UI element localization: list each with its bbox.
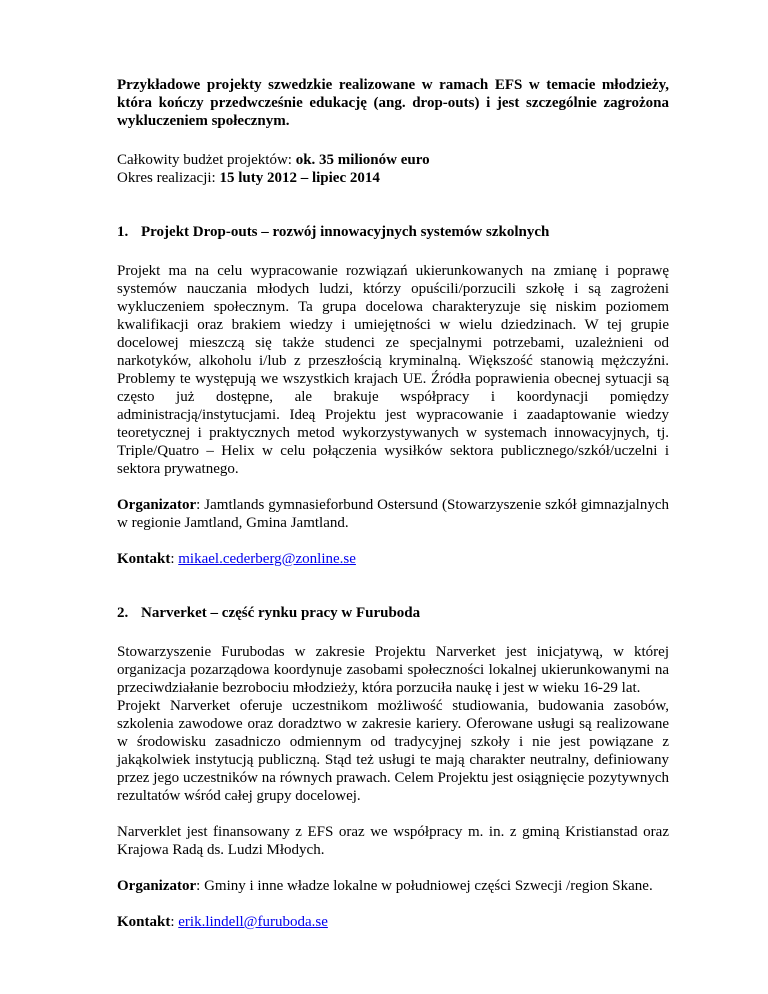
contact-separator: : bbox=[170, 914, 179, 930]
section-1-paragraph: Projekt ma na celu wypracowanie rozwiązań ukierunkowanych na zmianę i poprawę systemów nauczania młodych ludzi, którzy opuścili/porzucili szkołę i są zagrożeni wykluczeniem społecznym. Ta grupa docelowa charakteryzuje się niskim poziomem kwalifikacji oraz brakiem wiedzy i umiejętności w wielu dziedzinach. W tej grupie docelowej mieszczą się także studenci ze specjalnymi potrzebami, uzależnieni od narkotyków, alkoholu i/lub z przeszłością kryminalną. Większość stanowią mężczyźni. Problemy te występują we wszystkich krajach UE. Źródła poprawienia obecnej sytuacji są często już dostępne, ale brakuje współpracy i koordynacji pomiędzy administracją/instytucjami. Ideą Projektu jest wypracowanie i zaadaptowanie wiedzy teoretycznej i praktycznych metod wykorzystywanych w systemach innowacyjnych, tj. Triple/Quatro – Helix w celu połączenia wysiłków sektora publicznego/szkół/uczelni i sektora prywatnego. bbox=[117, 263, 669, 477]
contact-email-link[interactable]: erik.lindell@furuboda.se bbox=[178, 914, 328, 930]
project-meta bbox=[117, 151, 669, 187]
section-2-organizer bbox=[117, 877, 669, 895]
period-line bbox=[117, 169, 669, 187]
section-2-heading bbox=[117, 604, 669, 622]
section-2-paragraph-b: Projekt Narverket oferuje uczestnikom możliwość studiowania, budowania zasobów, szkolenia zawodowe oraz doradztwo w zakresie kariery. Oferowane usługi są realizowane w środowisku zasadniczo odmiennym od tradycyjnej szkoły i nie jest powiązane z jakąkolwiek instytucją publiczną. Stąd też usługi te mają charakter neutralny, definiowany przez jego uczestników na równych prawach. Celem Projektu jest osiągnięcie pozytywnych rezultatów wśród całej grupy docelowej. bbox=[117, 698, 669, 804]
section-2-contact bbox=[117, 913, 669, 931]
contact-email-link[interactable]: mikael.cederberg@zonline.se bbox=[178, 551, 356, 567]
contact-separator: : bbox=[170, 551, 179, 567]
document-title: Przykładowe projekty szwedzkie realizowane w ramach EFS w temacie młodzieży, która kończy przedwcześnie edukację (ang. drop-outs) i jest szczególnie zagrożona wykluczeniem społecznym. bbox=[117, 77, 669, 129]
organizer-label: Organizator bbox=[117, 497, 197, 513]
section-2-number: 2. bbox=[117, 605, 129, 621]
contact-label: Kontakt bbox=[117, 551, 171, 567]
section-2-paragraph-a: Stowarzyszenie Furubodas w zakresie Projektu Narverket jest inicjatywą, w której organizacja pozarządowa koordynuje zasobami społeczności lokalnej ukierunkowanymi na przeciwdziałanie bezrobociu młodzieży, która porzuciła naukę i jest w wieku 16-29 lat. bbox=[117, 644, 669, 696]
period-value: 15 luty 2012 – lipiec 2014 bbox=[219, 170, 380, 186]
section-1-organizer bbox=[117, 496, 669, 532]
section-1-title: Projekt Drop-outs – rozwój innowacyjnych systemów szkolnych bbox=[141, 224, 550, 240]
budget-value: ok. 35 milionów euro bbox=[295, 152, 430, 168]
section-1-contact bbox=[117, 550, 669, 568]
period-label: Okres realizacji: bbox=[117, 170, 220, 186]
contact-label: Kontakt bbox=[117, 914, 171, 930]
budget-label: Całkowity budżet projektów: bbox=[117, 152, 296, 168]
organizer-label: Organizator bbox=[117, 878, 197, 894]
budget-line bbox=[117, 151, 669, 169]
section-2-title: Narverket – część rynku pracy w Furuboda bbox=[141, 605, 421, 621]
document-body bbox=[117, 76, 669, 931]
section-2-paragraph-c: Narverklet jest finansowany z EFS oraz we współpracy m. in. z gminą Kristianstad oraz Krajowa Radą ds. Ludzi Młodych. bbox=[117, 824, 669, 858]
organizer-text: : Jamtlands gymnasieforbund Ostersund (Stowarzyszenie szkół gimnazjalnych w regionie Jamtland, Gmina Jamtland. bbox=[117, 497, 669, 531]
organizer-text: : Gminy i inne władze lokalne w południowej części Szwecji /region Skane. bbox=[196, 878, 653, 894]
section-1-heading bbox=[117, 223, 669, 241]
section-1-number: 1. bbox=[117, 224, 129, 240]
